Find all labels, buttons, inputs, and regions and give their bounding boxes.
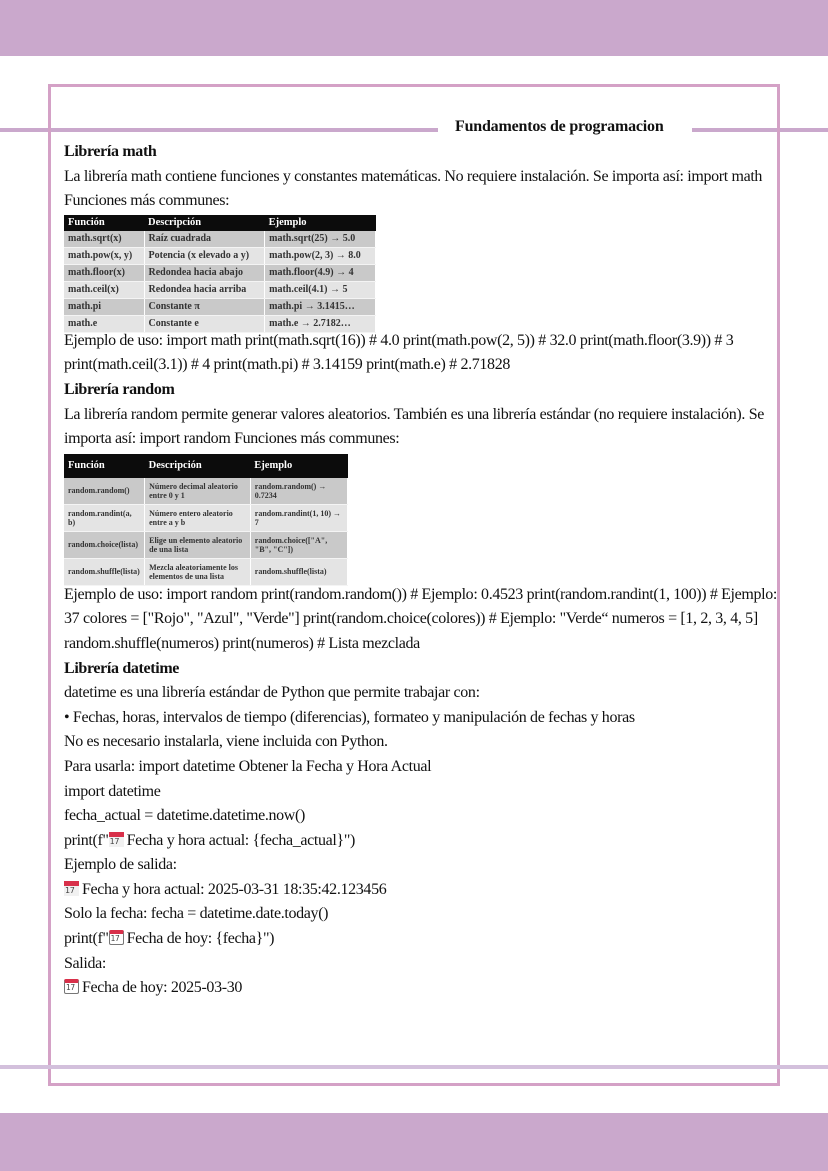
table-cell: math.pi xyxy=(64,298,144,315)
code-line: import datetime xyxy=(64,782,161,800)
table-header: Ejemplo xyxy=(265,215,376,231)
footer-rule xyxy=(0,1065,828,1069)
math-intro: La librería math contiene funciones y constantes matemáticas. No requiere instalación. Se importa así: import math Funciones más communes: xyxy=(64,167,763,210)
table-cell: math.ceil(x) xyxy=(64,281,144,298)
table-cell: random.random() xyxy=(64,478,145,505)
table-cell: random.shuffle(lista) xyxy=(250,558,347,585)
document-title: Fundamentos de programacion xyxy=(455,118,664,135)
section-heading-random: Librería random xyxy=(64,380,175,398)
spiral-calendar-icon xyxy=(109,930,124,945)
table-row xyxy=(64,558,348,585)
table-header: Ejemplo xyxy=(250,454,347,478)
table-cell: Número decimal aleatorio entre 0 y 1 xyxy=(145,478,251,505)
table-cell: random.randint(a, b) xyxy=(64,504,145,531)
table-row xyxy=(64,504,348,531)
table-cell: Constante e xyxy=(144,315,265,332)
table-cell: Redondea hacia abajo xyxy=(144,264,265,281)
table-header: Descripción xyxy=(144,215,265,231)
section-heading-math: Librería math xyxy=(64,143,157,160)
code-text: Fecha de hoy: {fecha}") xyxy=(126,930,275,948)
code-text: Fecha y hora actual: {fecha_actual}") xyxy=(126,831,355,849)
table-cell: math.floor(4.9) → 4 xyxy=(265,264,376,281)
code-text: print(f" xyxy=(64,930,109,948)
output-label: Salida: xyxy=(64,954,106,972)
table-header: Función xyxy=(64,215,144,231)
output-text: Fecha de hoy: 2025-03-30 xyxy=(82,979,243,997)
table-header: Función xyxy=(64,454,145,478)
spiral-calendar-icon xyxy=(64,979,79,994)
output-text: Fecha y hora actual: 2025-03-31 18:35:42.123456 xyxy=(82,880,387,898)
example-output-label: Ejemplo de salida: xyxy=(64,856,177,874)
table-row xyxy=(64,298,376,315)
table-row xyxy=(64,231,376,248)
table-cell: Mezcla aleatoriamente los elementos de una lista xyxy=(145,558,251,585)
table-cell: random.choice(["A", "B", "C"]) xyxy=(250,531,347,558)
code-line-print-today xyxy=(64,927,780,952)
table-row xyxy=(64,478,348,505)
table-cell: math.pi → 3.1415… xyxy=(265,298,376,315)
document-body xyxy=(64,140,780,1001)
table-cell: math.pow(2, 3) → 8.0 xyxy=(265,247,376,264)
table-cell: math.e xyxy=(64,315,144,332)
math-example: Ejemplo de uso: import math print(math.sqrt(16)) # 4.0 print(math.pow(2, 5)) # 32.0 print(math.floor(3.9)) # 3 print(math.ceil(3.1)) # 4 print(math.pi) # 3.14159 print(math.e) # 2.71828 xyxy=(64,331,734,374)
table-row xyxy=(64,247,376,264)
table-cell: random.choice(lista) xyxy=(64,531,145,558)
example-output xyxy=(64,878,780,903)
code-line-print-now xyxy=(64,829,780,854)
table-cell: math.pow(x, y) xyxy=(64,247,144,264)
table-row xyxy=(64,264,376,281)
bottom-decorative-band xyxy=(0,1113,828,1171)
random-functions-table xyxy=(64,454,348,586)
table-cell: math.ceil(4.1) → 5 xyxy=(265,281,376,298)
table-cell: random.shuffle(lista) xyxy=(64,558,145,585)
datetime-bullet: • Fechas, horas, intervalos de tiempo (diferencias), formateo y manipulación de fechas y horas xyxy=(64,708,635,726)
table-header: Descripción xyxy=(145,454,251,478)
table-cell: Constante π xyxy=(144,298,265,315)
output-line xyxy=(64,976,780,1001)
table-cell: Número entero aleatorio entre a y b xyxy=(145,504,251,531)
table-cell: math.floor(x) xyxy=(64,264,144,281)
table-cell: Potencia (x elevado a y) xyxy=(144,247,265,264)
table-cell: math.e → 2.7182… xyxy=(265,315,376,332)
table-cell: math.sqrt(25) → 5.0 xyxy=(265,231,376,248)
table-cell: math.sqrt(x) xyxy=(64,231,144,248)
tear-off-calendar-icon xyxy=(109,832,124,847)
code-line: Solo la fecha: fecha = datetime.date.today() xyxy=(64,905,329,923)
section-heading-datetime: Librería datetime xyxy=(64,659,180,677)
random-example: Ejemplo de uso: import random print(random.random()) # Ejemplo: 0.4523 print(random.randint(1, 100)) # Ejemplo: 37 colores = ["Rojo", "Azul", "Verde"] print(random.choice(colores)) # Ejemplo: "Verde“ numeros = [1, 2, 3, 4, 5] random.shuffle(numeros) print(numeros) # Lista mezclada xyxy=(64,585,777,652)
table-cell: Elige un elemento aleatorio de una lista xyxy=(145,531,251,558)
math-functions-table xyxy=(64,215,376,333)
top-decorative-band xyxy=(0,0,828,56)
tear-off-calendar-icon xyxy=(64,881,79,896)
table-row xyxy=(64,531,348,558)
datetime-line: Para usarla: import datetime Obtener la Fecha y Hora Actual xyxy=(64,757,432,775)
datetime-line: datetime es una librería estándar de Python que permite trabajar con: xyxy=(64,684,480,702)
table-cell: random.random() → 0.7234 xyxy=(250,478,347,505)
table-cell: Redondea hacia arriba xyxy=(144,281,265,298)
table-row xyxy=(64,281,376,298)
table-cell: random.randint(1, 10) → 7 xyxy=(250,504,347,531)
random-intro: La librería random permite generar valores aleatorios. También es una librería estándar (no requiere instalación). Se importa así: import random Funciones más communes: xyxy=(64,405,764,448)
code-line: fecha_actual = datetime.datetime.now() xyxy=(64,807,305,825)
datetime-line: No es necesario instalarla, viene incluida con Python. xyxy=(64,733,388,751)
code-text: print(f" xyxy=(64,831,109,849)
table-cell: Raíz cuadrada xyxy=(144,231,265,248)
